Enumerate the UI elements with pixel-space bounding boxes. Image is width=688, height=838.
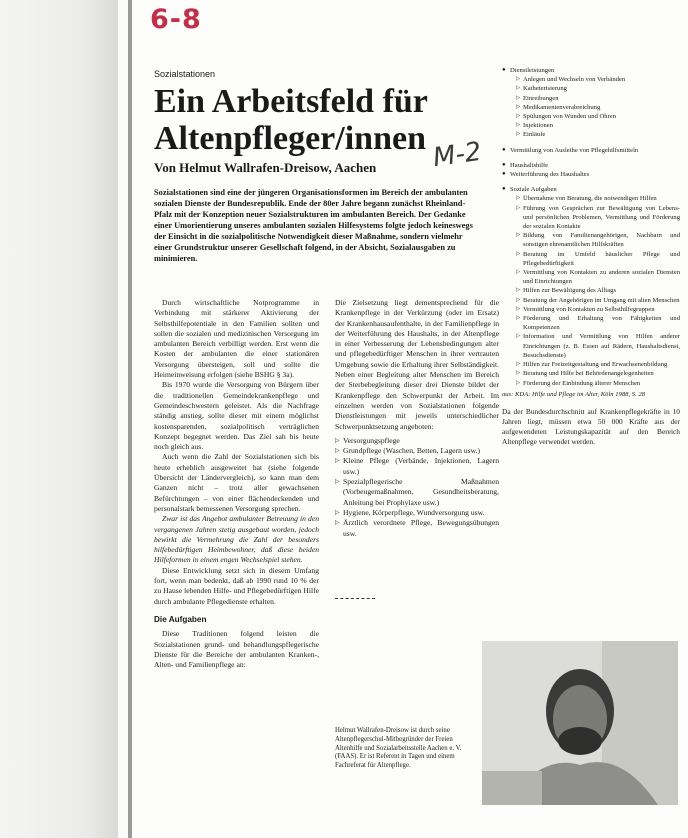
article-author: Von Helmut Wallrafen-Dreisow, Aachen xyxy=(154,160,377,175)
paragraph: Die Zielsetzung liegt dementsprechend für die Krankenpflege in der Verkürzung (oder im Ersatz) der Krankenhausaufenthalte, in der Familienpflege in der Weiterführung des Haushalts, in der Altenpflege in einer Verbesserung der Lebensbedingungen alter und pflegebedürftiger Menschen in ihrer vertrauten Umgebung sowie die Erhaltung ihrer Selbständigkeit. Neben einer Begleitung alter Menschen im Bereich der Sterbebegleitung dieser drei Dienste bildet der Krankenpflege den Schwerpunkt der Arbeit. Im einzelnen werden von Sozialstationen folgende Dienstleistungen mit jeweils unterschiedlicher Schwerpunktsetzung angeboten: xyxy=(335,298,499,431)
list-item: ● Haushaltshilfe xyxy=(502,161,680,170)
title-line-1: Ein Arbeitsfeld für xyxy=(154,83,428,120)
list-item xyxy=(502,185,680,387)
list-item: ▷ Beratung der Angehörigen im Umgang mit alten Menschen xyxy=(516,296,680,305)
section-divider xyxy=(335,598,375,600)
title-line-2: Altenpfleger/innen xyxy=(154,120,426,157)
author-photo xyxy=(482,641,678,805)
list-item: ▷ Hilfen zur Freizeitgestaltung und Erwachsenenbildung xyxy=(516,360,680,369)
paragraph: Diese Traditionen folgend leisten die Sozialstationen grund- und behandlungspflegerische Dienste für die Bereiche der ambulanten Kranken-, Alten- und Familienpflege an: xyxy=(154,629,319,670)
list-item: ▷ Hilfen zur Bewältigung des Alltags xyxy=(516,286,680,295)
paragraph: Durch wirtschaftliche Notprogramme in Verbindung mit stärkerer Aktivierung der Selbsthilfepotentiale in den Familien sollten und sollen die sozialen und medizinischen Versorgung im ambulanten Bereich verbilligt werden. Erst wenn die Kosten der ambulanten die einer stationären Versorgung übersteigen, soll und sollte die Heimeinweisung erfolgen (siehe BSHG § 3a). xyxy=(154,298,319,380)
article-title xyxy=(154,83,454,157)
sub-list xyxy=(510,194,680,387)
portrait-illustration xyxy=(482,641,678,805)
services-list xyxy=(335,436,499,539)
sub-list xyxy=(510,75,680,139)
paragraph: Bis 1970 wurde die Versorgung von Bürgern über die traditionellen Gemeindekrankenpflege und Gemeindeschwestern geleistet. Als die Nachfrage ständig anstieg, sollte dieser mit einem möglichst kostensparenden, sozialpolitisch verträglichen Konzept begegnet werden. Das Ziel sah bis heute noch gleich aus. xyxy=(154,380,319,452)
list-item: ▷ Hygiene, Körperpflege, Wundversorgung usw. xyxy=(335,508,499,518)
list-item: ▷ Einläufe xyxy=(516,130,680,139)
paragraph: Diese Entwicklung setzt sich in diesem Umfang fort, wenn man bedenkt, daß ab 1990 rund 10 % der zu Hause lebenden Hilfe- und Pflegebedürftigen Hilfe durch ambulante Pflegedienste erhalten. xyxy=(154,565,319,606)
article-kicker: Sozialstationen xyxy=(154,69,216,79)
list-item-label: Soziale Aufgaben xyxy=(510,186,557,194)
list-item: ▷ Beratung und Hilfe bei Behördenangelegenheiten xyxy=(516,369,680,378)
list-item: ▷ Förderung der Einbindung älterer Menschen xyxy=(516,379,680,388)
list-item: ▷ Förderung und Erhaltung von Fähigkeiten und Kompetenzen xyxy=(516,314,680,332)
list-item: ▷ Übernahme von Beratung, die notwendigen Hilfen xyxy=(516,194,680,203)
list-item: ▷ Spülungen von Wunden und Ohren xyxy=(516,112,680,121)
list-item: ▷ Spezialpflegerische Maßnahmen (Vorbeugemaßnahmen, Gesundheitsberatung, Anleitung bei Prophylaxe usw.) xyxy=(335,477,499,508)
text-column-2 xyxy=(335,298,499,539)
list-item: ● Weiterführung des Haushaltes xyxy=(502,170,680,179)
handwritten-side-note: M-2 xyxy=(431,136,484,174)
list-item: ▷ Injektionen xyxy=(516,121,680,130)
text-column-1 xyxy=(154,298,319,670)
list-item: ▷ Ärztlich verordnete Pflege, Bewegungsübungen usw. xyxy=(335,518,499,539)
text-column-3 xyxy=(502,66,680,447)
list-item: ▷ Versorgungspflege xyxy=(335,436,499,446)
list-item: ● Vermittlung von Ausleihe von Pflegehilfsmitteln xyxy=(502,146,680,155)
list-item: ▷ Führung von Gesprächen zur Bewältigung von Lebens- und persönlichen Problemen, Vermittlung und Förderung der sozialen Kontakte xyxy=(516,204,680,232)
list-item: ▷ Vermittlung von Kontakten zu Selbsthilfegruppen xyxy=(516,305,680,314)
author-caption: Helmut Wallrafen-Dreisow ist durch seine Altenpflegerschul-Mitbegründer der Freien Altenhilfe und Sozialarbeitsstelle Aachen e. V. (FAAS). Er ist Referent in Tagen und einem Fachreferat für Altenpflege. xyxy=(335,727,462,770)
scan-left-margin xyxy=(0,0,118,838)
paragraph: Da der Bundesdurchschnitt auf Krankenpflegekräfte in 10 Jahren liegt, müssen etwa 50 000 Kräfte aus der aufgewendeten Leistungskapazität auf den Bereich Altenpflege verwendet werden. xyxy=(502,406,680,446)
list-item: ▷ Beratung im Umfeld häuslicher Pflege und Pflegebedürftigkeit xyxy=(516,250,680,268)
source-note: aus: KDA: Hilfe und Pflege im Alter, Köln 1988, S. 28 xyxy=(502,390,645,398)
quote-paragraph: Zwar ist das Angebot ambulanter Betreuung in den vergangenen Jahren stetig ausgebaut worden, jedoch bewirkt die Vermehrung die Zahl der besonders hilfebedürftigen Heimbewohner, daß diese beiden Hilfeformen in einem engen Wechselspiel stehen. xyxy=(154,514,319,565)
list-item: ▷ Grundpflege (Waschen, Betten, Lagern usw.) xyxy=(335,446,499,456)
handwritten-page-code: 6-8 xyxy=(150,4,202,35)
list-item: ▷ Anlegen und Wechseln von Verbänden xyxy=(516,75,680,84)
section-heading-tasks: Die Aufgaben xyxy=(154,614,207,624)
binding-edge xyxy=(128,0,132,838)
list-item: ▷ Medikamentenverabreichung xyxy=(516,103,680,112)
service-bullets xyxy=(502,66,680,388)
list-item: ▷ Einreibungen xyxy=(516,94,680,103)
list-item: ▷ Katheterisierung xyxy=(516,84,680,93)
list-item: ▷ Vermittlung von Kontakten zu anderen sozialen Diensten und Einrichtungen xyxy=(516,268,680,286)
list-item xyxy=(502,66,680,140)
paragraph: Auch wenn die Zahl der Sozialstationen sich bis heute erheblich ausgeweitet hat (siehe folgende Übersicht der Ländervergleich), so kann man dem Ganzen nicht – trotz aller gewachsenen Befürchtungen – von einer flächendeckenden und personalstark bemessenen Versorgung sprechen. xyxy=(154,452,319,513)
list-item-label: Dienstleistungen xyxy=(510,67,555,74)
list-item: ▷ Bildung von Familienangehörigen, Nachbarn und sonstigen ehrenamtlichen Hilfskräften xyxy=(516,231,680,249)
list-item: ▷ Information und Vermittlung von Hilfen anderer Einrichtungen (z. B. Essen auf Rädern, Haushaltsdienst, Besuchsdienste) xyxy=(516,332,680,360)
list-item: ▷ Kleine Pflege (Verbände, Injektionen, Lagern usw.) xyxy=(335,456,499,477)
article-lead: Sozialstationen sind eine der jüngeren Organisationsformen im Bereich der ambulanten sozialen Dienste der Bundesrepublik. Ende der 80er Jahre begann zunächst Rheinland-Pfalz mit der Konzeption neuer Sozialstrukturen im ambulanten Bereich. Der Gedanke einer Umorientierung unseres ambulanten sozialen Hilfesystems folgte jedoch keineswegs der Einsicht in die sozialpolitische Notwendigkeit dieser Maßnahme, sondern vielmehr einer Grundstruktur unserer Gesellschaft folgend, in der Absicht, Sozialausgaben zu minimieren. xyxy=(154,188,473,263)
